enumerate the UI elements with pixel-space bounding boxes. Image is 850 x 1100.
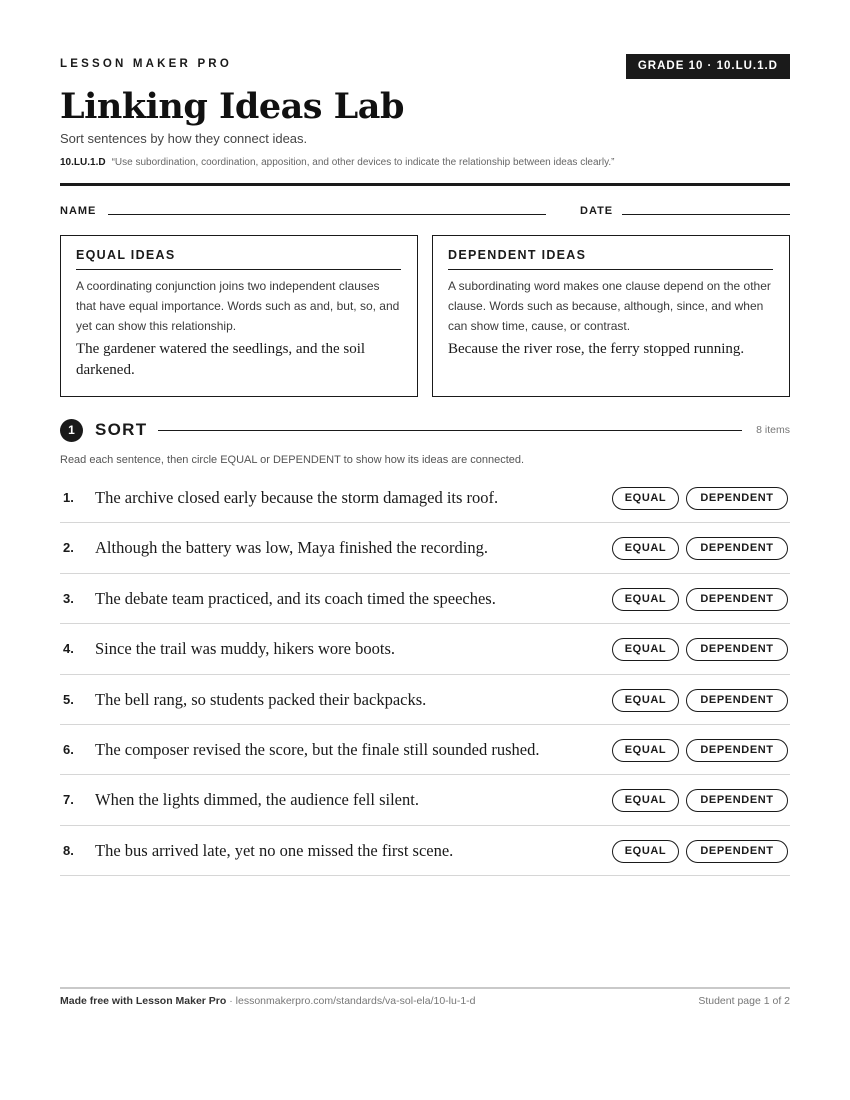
item-sentence: The debate team practiced, and its coach timed the speeches. bbox=[95, 588, 496, 608]
dependent-choice[interactable]: DEPENDENT bbox=[686, 487, 788, 510]
date-label: DATE bbox=[580, 205, 614, 217]
item-count: 8 items bbox=[756, 424, 790, 436]
dependent-choice[interactable]: DEPENDENT bbox=[686, 588, 788, 611]
date-field[interactable] bbox=[622, 214, 790, 215]
list-item bbox=[60, 574, 790, 624]
list-item bbox=[60, 826, 790, 876]
equal-choice[interactable]: EQUAL bbox=[612, 537, 679, 560]
equal-choice[interactable]: EQUAL bbox=[612, 689, 679, 712]
box-example: The gardener watered the seedlings, and the soil darkened. bbox=[76, 341, 366, 378]
item-sentence: The bus arrived late, yet no one missed the first scene. bbox=[95, 840, 454, 860]
section-number-badge: 1 bbox=[60, 419, 83, 442]
box-heading: EQUAL IDEAS bbox=[76, 248, 401, 270]
item-number: 3. bbox=[63, 590, 74, 606]
list-item bbox=[60, 775, 790, 825]
footer-url[interactable]: lessonmakerpro.com/standards/va-sol-ela/10-lu-1-d bbox=[235, 995, 476, 1007]
page-number: Student page 1 of 2 bbox=[698, 995, 790, 1007]
name-label: NAME bbox=[60, 205, 97, 217]
item-number: 7. bbox=[63, 792, 74, 808]
section-title: SORT bbox=[95, 420, 148, 439]
brand-name: LESSON MAKER PRO bbox=[60, 58, 232, 70]
sentence-list bbox=[60, 473, 790, 876]
equal-choice[interactable]: EQUAL bbox=[612, 588, 679, 611]
equal-choice[interactable]: EQUAL bbox=[612, 487, 679, 510]
worksheet-page bbox=[60, 0, 790, 1100]
dependent-choice[interactable]: DEPENDENT bbox=[686, 739, 788, 762]
equal-choice[interactable]: EQUAL bbox=[612, 739, 679, 762]
item-number: 6. bbox=[63, 741, 74, 757]
item-sentence: The composer revised the score, but the finale still sounded rushed. bbox=[95, 739, 540, 759]
item-sentence: Since the trail was muddy, hikers wore boots. bbox=[95, 639, 395, 659]
footer-credit bbox=[60, 995, 476, 1007]
dependent-choice[interactable]: DEPENDENT bbox=[686, 638, 788, 661]
item-number: 4. bbox=[63, 641, 74, 657]
box-description: A subordinating word makes one clause depend on the other clause. Words such as because, although, since, and when can show time, cause, or contrast. bbox=[448, 279, 771, 333]
section-instructions: Read each sentence, then circle EQUAL or DEPENDENT to show how its ideas are connected. bbox=[60, 454, 525, 466]
dependent-choice[interactable]: DEPENDENT bbox=[686, 689, 788, 712]
item-sentence: When the lights dimmed, the audience fell silent. bbox=[95, 790, 419, 810]
header-divider bbox=[60, 183, 790, 186]
equal-choice[interactable]: EQUAL bbox=[612, 638, 679, 661]
item-sentence: The archive closed early because the storm damaged its roof. bbox=[95, 488, 499, 507]
dependent-choice[interactable]: DEPENDENT bbox=[686, 537, 788, 560]
name-field[interactable] bbox=[108, 214, 546, 215]
equal-ideas-box bbox=[60, 235, 418, 397]
list-item bbox=[60, 725, 790, 775]
list-item bbox=[60, 675, 790, 725]
page-subtitle: Sort sentences by how they connect ideas. bbox=[60, 131, 308, 146]
box-example: Because the river rose, the ferry stopped running. bbox=[448, 341, 745, 357]
dependent-ideas-box bbox=[432, 235, 790, 397]
standard-line bbox=[60, 157, 614, 168]
item-number: 5. bbox=[63, 691, 74, 707]
list-item bbox=[60, 523, 790, 573]
list-item bbox=[60, 473, 790, 523]
section-divider bbox=[158, 430, 742, 431]
item-number: 2. bbox=[63, 540, 74, 556]
equal-choice[interactable]: EQUAL bbox=[612, 840, 679, 863]
item-sentence: Although the battery was low, Maya finished the recording. bbox=[95, 538, 488, 558]
grade-badge: GRADE 10 · 10.LU.1.D bbox=[626, 54, 790, 79]
footer-divider bbox=[60, 987, 790, 989]
list-item bbox=[60, 624, 790, 674]
box-heading: DEPENDENT IDEAS bbox=[448, 248, 773, 270]
dependent-choice[interactable]: DEPENDENT bbox=[686, 789, 788, 812]
item-number: 8. bbox=[63, 842, 74, 858]
footer-made-with: Made free with Lesson Maker Pro bbox=[60, 995, 227, 1007]
standard-code: 10.LU.1.D bbox=[60, 157, 106, 168]
footer-separator: · bbox=[226, 995, 236, 1007]
box-description: A coordinating conjunction joins two independent clauses that have equal importance. Words such as and, but, so, and yet can show this relationship. bbox=[76, 279, 400, 333]
page-title: Linking Ideas Lab bbox=[60, 86, 404, 127]
item-number: 1. bbox=[63, 490, 74, 505]
item-sentence: The bell rang, so students packed their backpacks. bbox=[95, 689, 427, 709]
standard-text: “Use subordination, coordination, apposition, and other devices to indicate the relationship between ideas clearly.” bbox=[111, 157, 615, 168]
equal-choice[interactable]: EQUAL bbox=[612, 789, 679, 812]
dependent-choice[interactable]: DEPENDENT bbox=[686, 840, 788, 863]
